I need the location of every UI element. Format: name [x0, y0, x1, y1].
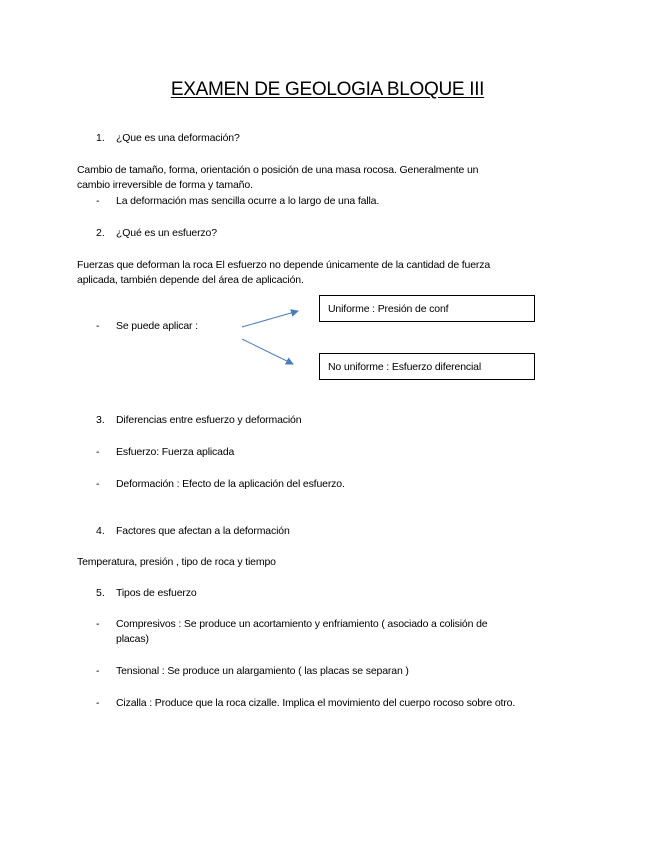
bullet-dash: - [96, 618, 100, 630]
question-1-text: ¿Que es una deformación? [116, 132, 240, 144]
document-title: EXAMEN DE GEOLOGIA BLOQUE III [170, 79, 485, 100]
nonuniform-stress-box [319, 353, 535, 380]
bullet-dash: - [96, 665, 100, 677]
answer-4: Temperatura, presión , tipo de roca y tiempo [77, 556, 276, 568]
bullet-dash: - [96, 478, 100, 490]
question-2-text: ¿Qué es un esfuerzo? [116, 227, 217, 239]
bullet-cizalla: Cizalla : Produce que la roca cizalle. Implica el movimiento del cuerpo rocoso sobre otro. [116, 697, 516, 709]
uniform-stress-box [319, 295, 535, 322]
question-3-text: Diferencias entre esfuerzo y deformación [116, 414, 302, 426]
bullet-dash: - [96, 446, 100, 458]
answer-1-line-1: Cambio de tamaño, forma, orientación o posición de una masa rocosa. Generalmente un [77, 164, 479, 176]
bullet-dash: - [96, 697, 100, 709]
uniform-stress-label: Uniforme : Presión de conf [328, 302, 449, 315]
bullet-esfuerzo: Esfuerzo: Fuerza aplicada [116, 446, 235, 458]
bullet-deformacion: Deformación : Efecto de la aplicación del esfuerzo. [116, 478, 345, 490]
bullet-dash: - [96, 320, 100, 332]
bullet-tensional: Tensional : Se produce un alargamiento ( las placas se separan ) [116, 665, 409, 677]
question-4-text: Factores que afectan a la deformación [116, 525, 290, 537]
bullet-se-puede-aplicar: Se puede aplicar : [116, 320, 198, 332]
bullet-compresivos-line-1: Compresivos : Se produce un acortamiento y enfriamiento ( asociado a colisión de [116, 618, 488, 630]
bullet-compresivos-line-2: placas) [116, 633, 149, 645]
question-2-number: 2. [96, 227, 105, 239]
question-3-number: 3. [96, 414, 105, 426]
arrow-to-nonuniform [242, 339, 293, 364]
answer-2-line-1: Fuerzas que deforman la roca El esfuerzo no depende únicamente de la cantidad de fuerza [77, 259, 491, 271]
answer-2-line-2: aplicada, también depende del área de aplicación. [77, 274, 304, 286]
question-5-text: Tipos de esfuerzo [116, 587, 197, 599]
question-1-number: 1. [96, 132, 105, 144]
arrow-to-uniform [242, 311, 298, 327]
question-4-number: 4. [96, 525, 105, 537]
bullet-dash: - [96, 195, 100, 207]
bullet-falla: La deformación mas sencilla ocurre a lo largo de una falla. [116, 195, 380, 207]
answer-1-line-2: cambio irreversible de forma y tamaño. [77, 179, 253, 191]
question-5-number: 5. [96, 587, 105, 599]
nonuniform-stress-label: No uniforme : Esfuerzo diferencial [328, 360, 482, 373]
